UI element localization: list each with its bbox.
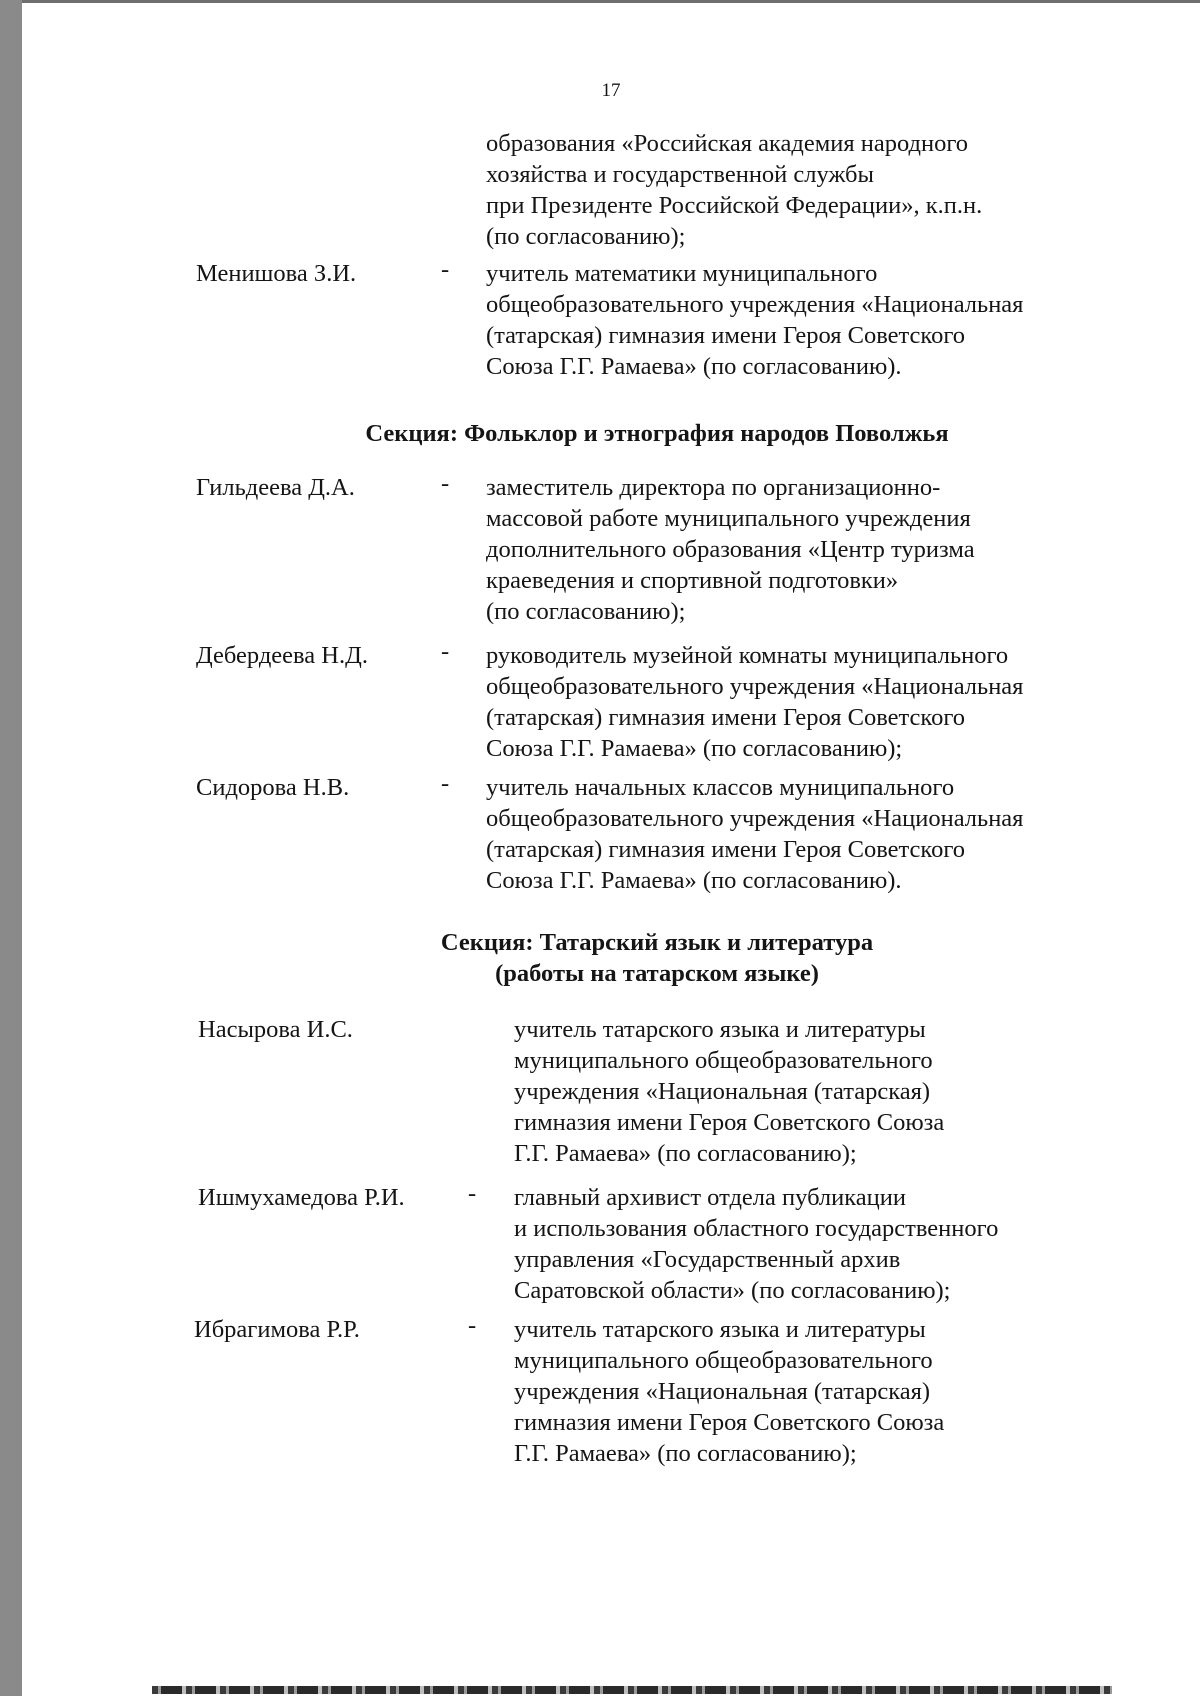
text-line: Союза Г.Г. Рамаева» (по согласованию); (486, 735, 903, 762)
text-line: муниципального общеобразовательного (514, 1347, 933, 1374)
text-line: руководитель музейной комнаты муниципального (486, 642, 1009, 669)
text-line: хозяйства и государственной службы (486, 161, 874, 188)
text-line: учитель математики муниципального (486, 260, 878, 287)
member-description (486, 258, 1104, 382)
text-line: общеобразовательного учреждения «Национальная (486, 805, 1024, 832)
member-name: Менишова З.И. (196, 260, 357, 287)
text-line: главный архивист отдела публикации (514, 1184, 906, 1211)
text-line: учреждения «Национальная (татарская) (514, 1378, 931, 1405)
dash-separator: - (468, 1180, 477, 1207)
text-line: управления «Государственный архив (514, 1246, 901, 1273)
text-line: (по согласованию); (486, 598, 686, 625)
page-number: 17 (601, 80, 621, 101)
text-line: Г.Г. Рамаева» (по согласованию); (514, 1140, 857, 1167)
text-line: учитель татарского языка и литературы (514, 1016, 926, 1043)
dash-separator: - (468, 1312, 477, 1339)
text-line: (татарская) гимназия имени Героя Советского (486, 836, 966, 863)
text-line: дополнительного образования «Центр туризма (486, 536, 975, 563)
text-line: Саратовской области» (по согласованию); (514, 1277, 951, 1304)
text-line: общеобразовательного учреждения «Национальная (486, 291, 1024, 318)
text-line: массовой работе муниципального учреждения (486, 505, 971, 532)
text-line: краеведения и спортивной подготовки» (486, 567, 899, 594)
text-line: гимназия имени Героя Советского Союза (514, 1109, 945, 1136)
member-description (486, 772, 1104, 896)
text-line: муниципального общеобразовательного (514, 1047, 933, 1074)
dash-separator: - (441, 770, 450, 797)
member-description (514, 1314, 1104, 1469)
member-name: Насырова И.С. (198, 1016, 353, 1043)
section-heading (22, 927, 1200, 989)
section-heading-line: Секция: Татарский язык и литература (440, 929, 874, 956)
section-heading-line: (работы на татарском языке) (495, 960, 819, 987)
scan-edge (22, 0, 1200, 3)
scan-edge (152, 1686, 1112, 1694)
text-line: общеобразовательного учреждения «Национальная (486, 673, 1024, 700)
member-name: Ишмухамедова Р.И. (198, 1184, 405, 1211)
text-line: учитель татарского языка и литературы (514, 1316, 926, 1343)
text-line: (татарская) гимназия имени Героя Советского (486, 704, 966, 731)
member-name: Сидорова Н.В. (196, 774, 350, 801)
dash-separator: - (441, 470, 450, 497)
section-heading: Секция: Фольклор и этнография народов Поволжья (365, 420, 949, 447)
member-description (514, 1014, 1104, 1169)
member-name: Ибрагимова Р.Р. (194, 1316, 360, 1343)
text-line: гимназия имени Героя Советского Союза (514, 1409, 945, 1436)
dash-separator: - (441, 638, 450, 665)
member-name: Гильдеева Д.А. (196, 474, 355, 501)
text-line: (по согласованию); (486, 223, 686, 250)
member-description (486, 640, 1104, 764)
text-line: Союза Г.Г. Рамаева» (по согласованию). (486, 867, 902, 894)
member-description (486, 472, 1104, 627)
text-line: Союза Г.Г. Рамаева» (по согласованию). (486, 353, 902, 380)
member-name: Дебердеева Н.Д. (196, 642, 368, 669)
text-line: учитель начальных классов муниципального (486, 774, 955, 801)
text-line: Г.Г. Рамаева» (по согласованию); (514, 1440, 857, 1467)
text-line: (татарская) гимназия имени Героя Советского (486, 322, 966, 349)
text-line: и использования областного государственного (514, 1215, 999, 1242)
text-line: при Президенте Российской Федерации», к.п.н. (486, 192, 983, 219)
dash-separator: - (441, 256, 450, 283)
text-line: заместитель директора по организационно- (486, 474, 941, 501)
text-line: учреждения «Национальная (татарская) (514, 1078, 931, 1105)
text-line: образования «Российская академия народного (486, 130, 969, 157)
intro-paragraph (486, 128, 1104, 252)
member-description (514, 1182, 1104, 1306)
document-page (22, 0, 1200, 1696)
